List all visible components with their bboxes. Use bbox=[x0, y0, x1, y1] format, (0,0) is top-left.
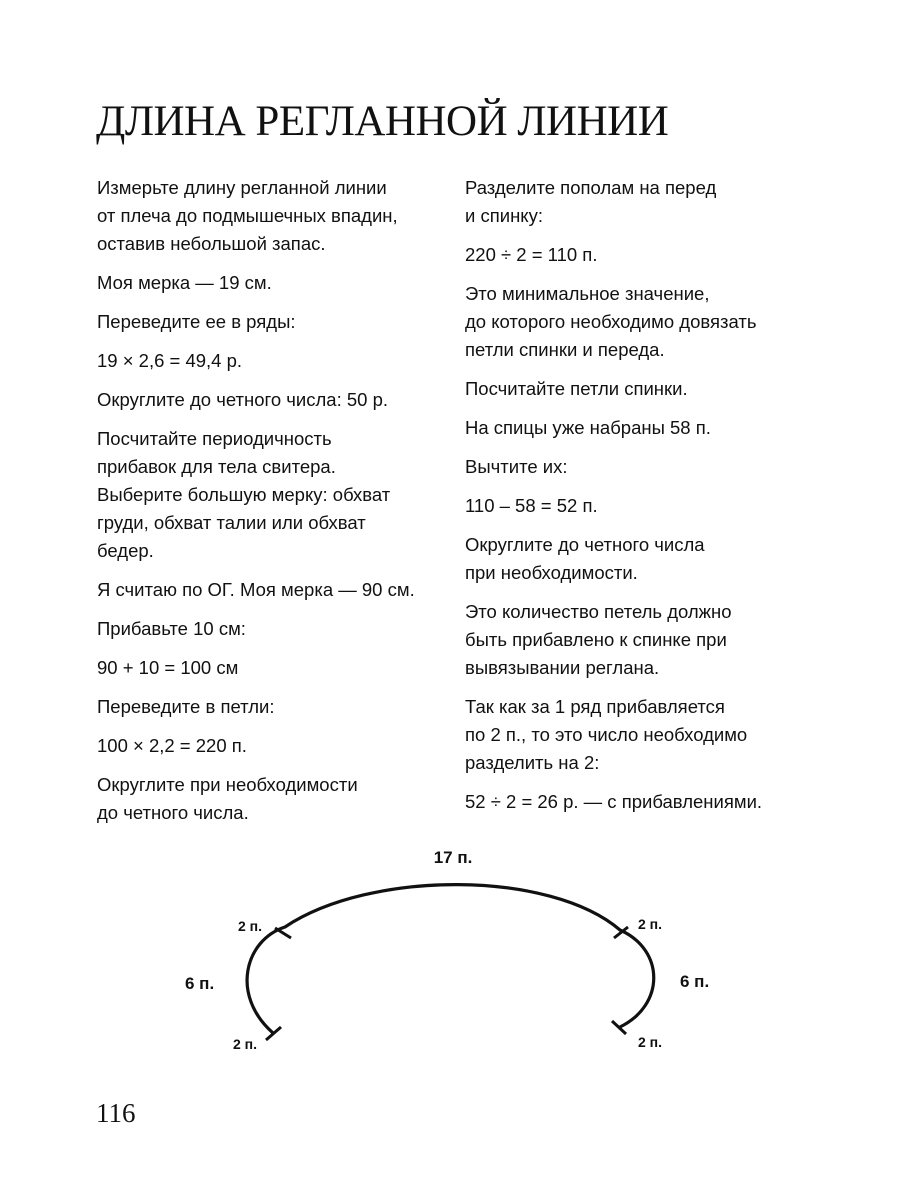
paragraph: Округлите до четного числа при необходимости. bbox=[465, 534, 705, 583]
tick-lower-right bbox=[612, 1021, 626, 1034]
paragraph: Округлите при необходимости до четного числа. bbox=[97, 774, 358, 823]
paragraph: 110 – 58 = 52 п. bbox=[465, 495, 598, 516]
left-column bbox=[97, 174, 442, 838]
tick-upper-left bbox=[275, 928, 291, 938]
paragraph: Прибавьте 10 см: bbox=[97, 618, 246, 639]
page-number: 116 bbox=[96, 1098, 136, 1128]
paragraph: 90 + 10 = 100 см bbox=[97, 657, 239, 678]
right-column bbox=[465, 174, 810, 827]
paragraph: 220 ÷ 2 = 110 п. bbox=[465, 244, 598, 265]
page-title: ДЛИНА РЕГЛАННОЙ ЛИНИИ bbox=[96, 98, 669, 145]
label-side-left: 6 п. bbox=[185, 974, 215, 993]
paragraph: Моя мерка — 19 см. bbox=[97, 272, 272, 293]
label-upper-left: 2 п. bbox=[238, 918, 263, 934]
paragraph: 100 × 2,2 = 220 п. bbox=[97, 735, 247, 756]
paragraph: Я считаю по ОГ. Моя мерка — 90 см. bbox=[97, 579, 415, 600]
paragraph: Переведите ее в ряды: bbox=[97, 311, 296, 332]
raglan-arc bbox=[247, 885, 654, 1033]
paragraph: Это минимальное значение, до которого необходимо довязать петли спинки и переда. bbox=[465, 283, 757, 360]
label-lower-right: 2 п. bbox=[638, 1034, 663, 1050]
paragraph: Измерьте длину регланной линии от плеча до подмышечных впадин, оставив небольшой запас. bbox=[97, 177, 398, 254]
paragraph: Так как за 1 ряд прибавляется по 2 п., то это число необходимо разделить на 2: bbox=[465, 696, 748, 773]
paragraph: Переведите в петли: bbox=[97, 696, 275, 717]
paragraph: 19 × 2,6 = 49,4 р. bbox=[97, 350, 243, 371]
label-lower-left: 2 п. bbox=[233, 1036, 258, 1052]
label-upper-right: 2 п. bbox=[638, 916, 663, 932]
paragraph: Посчитайте периодичность прибавок для тела свитера. Выберите большую мерку: обхват груди, обхват талии или обхват бедер. bbox=[97, 428, 391, 561]
raglan-diagram bbox=[150, 835, 770, 1075]
paragraph: Это количество петель должно быть прибавлено к спинке при вывязывании реглана. bbox=[465, 601, 732, 678]
label-side-right: 6 п. bbox=[680, 972, 710, 991]
label-top: 17 п. bbox=[433, 848, 473, 867]
paragraph: Посчитайте петли спинки. bbox=[465, 378, 688, 399]
paragraph: Округлите до четного числа: 50 р. bbox=[97, 389, 388, 410]
paragraph: Разделите пополам на перед и спинку: bbox=[465, 177, 717, 226]
paragraph: 52 ÷ 2 = 26 р. — с прибавлениями. bbox=[465, 791, 763, 812]
paragraph: На спицы уже набраны 58 п. bbox=[465, 417, 711, 438]
paragraph: Вычтите их: bbox=[465, 456, 568, 477]
